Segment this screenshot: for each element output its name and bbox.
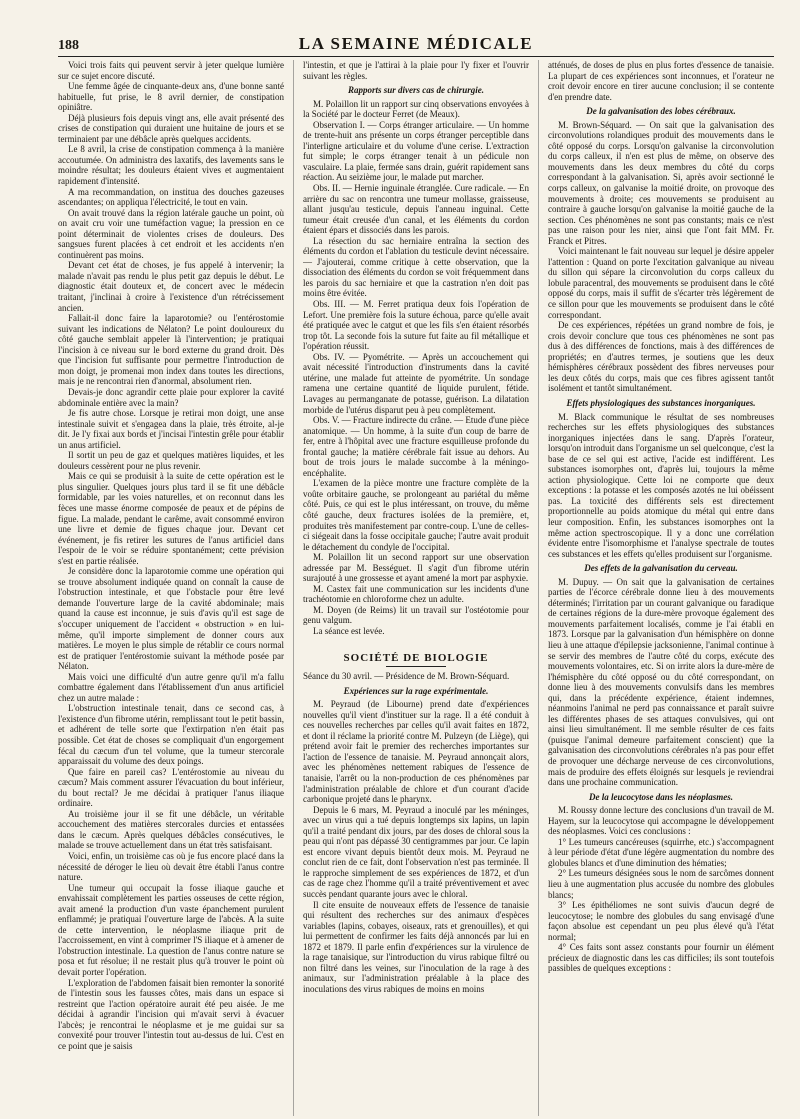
paragraph: M. Black communique le résultat de ses nombreuses recherches sur les effets physiologiques des substances inorganiques injectées dans le sang. D'après l'orateur, lorsqu'on introduit dans l'organisme un sel quelconque, c'est la base de ce sel qui est active, l'acide est indifférent. Les substances isomorphes ont, d'après lui, toujours la même action physiologique. Cette loi ne comporte que deux exceptions : la potasse et les composés azotés ne lui obéissent pas. La toxicité des différents sels est directement proportionnelle au poids atomique du métal qui entre dans leur composition. Enfin, les substances isomorphes ont la même action spectroscopique. Il y a donc une corrélation évidente entre l'isomorphisme et l'analyse spectrale de toutes ces substances et les effets qu'elles produisent sur l'organisme. [548, 411, 774, 559]
paragraph: Obs. IV. — Pyométrite. — Après un accouchement qui avait nécessité l'introduction d'instruments dans la cavité utérine, une malade fut atteinte de pyométrite. Un sondage ramena une certaine quantité de liquide purulent, fétide. Lavages au permanganate de potasse, guérison. La dilatation morbide de l'utérus disparut peu à peu complètement. [303, 351, 529, 415]
paragraph: Que faire en pareil cas? L'entérostomie au niveau du cæcum? Mais comment assurer l'évacuation du bout inférieur, du bout rectal? Je me décidai à pratiquer l'anus iliaque ordinaire. [58, 766, 284, 809]
section-heading-cerveau: Des effets de la galvanisation du cerveau. [584, 563, 738, 574]
paragraph: 4° Ces faits sont assez constants pour fournir un élément précieux de diagnostic dans les cas difficiles; ils sont toutefois passibles de quelques exceptions : [548, 942, 774, 974]
paragraph: M. Doyen (de Reims) lit un travail sur l'ostéotomie pour genu valgum. [303, 604, 529, 626]
column-divider [293, 60, 294, 1116]
paragraph: Voici, enfin, un troisième cas où je fus encore placé dans la nécessité de déroger le lieu où devait être établi l'anus contre nature. [58, 851, 284, 883]
physiologiques-section [548, 412, 774, 560]
column-2-intro: l'intestin, et que je l'attirai à la plaie pour l'y fixer et l'ouvrir suivant les règles. [303, 60, 529, 81]
column-2 [303, 60, 529, 1116]
rapports-section [303, 99, 529, 637]
paragraph: La séance est levée. [313, 625, 385, 636]
paragraph: Depuis le 6 mars, M. Peyraud a inoculé par les méninges, avec un virus qui a tué depuis longtemps six lapins, un lapin qu'il a traité pendant dix jours, par des doses de chloral sous la peau qui n'ont pas dépassé 30 centigrammes par jour. Ce lapin est encore vivant depuis bientôt deux mois. M. Peyraud ne conclut rien de ce fait, dont l'observation n'est pas terminée. Il le rapproche simplement de ses expériences de 1872, et d'un cas de rage chez l'homme qu'il a traité préventivement et avec succès pendant quarante jours avec le chloral. [303, 804, 529, 900]
paragraph: Il cite ensuite de nouveaux effets de l'essence de tanaisie qui résultent des recherches sur des animaux d'espèces variables (lapins, cobayes, oiseaux, rats et grenouilles), et qui lui permettent de confirmer les faits déjà annoncés par lui en 1872 et 1879. Il parle enfin d'expériences sur la virulence de la rage tanaisique, sur l'introduction du virus rabique filtré ou non filtré dans les veines, sur l'inoculation de la rage à des animaux, sur l'administration préalable à la place des inoculations des virus rabiques de moins en moins [303, 899, 529, 994]
section-heading-galvanisation: De la galvanisation des lobes cérébraux. [586, 106, 736, 117]
column-1 [58, 60, 284, 1116]
cerveau-section [548, 577, 774, 788]
paragraph: Le 8 avril, la crise de constipation commença à la manière accoutumée. On administra des laxatifs, des lavements sans le moindre résultat; les douleurs étaient vives et augmentaient rapidement d'intensité. [58, 144, 284, 187]
society-session: Séance du 30 avril. — Présidence de M. Brown-Séquard. [303, 671, 510, 682]
paragraph: Voici trois faits qui peuvent servir à jeter quelque lumière sur ce sujet encore discuté. [58, 60, 284, 81]
paragraph: A ma recommandation, on institua des douches gazeuses ascendantes; on appliqua l'électricité, le tout en vain. [58, 186, 284, 208]
paragraph: Devais-je donc agrandir cette plaie pour explorer la cavité abdominale entière avec la main? [58, 386, 284, 408]
journal-title: LA SEMAINE MÉDICALE [298, 34, 534, 53]
paragraph: Obs. III. — M. Ferret pratiqua deux fois l'opération de Lefort. Une première fois la suture échoua, parce qu'elle avait été pratiquée avec le catgut et que les fils s'en étaient résorbés trop tôt. La seconde fois la suture fut faite au fil métallique et l'opération réussit. [303, 299, 529, 352]
section-heading-physiologiques: Effets physiologiques des substances inorganiques. [566, 397, 756, 408]
paragraph: Obs. V. — Fracture indirecte du crâne. — Etude d'une pièce anatomique. — Un homme, à la suite d'un coup de barre de fer, entre à l'hôpital avec une fracture esquilleuse profonde du frontal gauche; la matière cérébrale fait issue au dehors. Au bout de trois jours le malade succombe à la méningo-encéphalite. [303, 415, 529, 478]
leucocytose-section [548, 805, 774, 974]
paragraph: Une femme âgée de cinquante-deux ans, d'une bonne santé habituelle, fut prise, le 8 avril dernier, de constipation opiniâtre. [58, 81, 284, 113]
section-heading-rage: Expériences sur la rage expérimentale. [343, 685, 489, 696]
paragraph: M. Dupuy. — On sait que la galvanisation de certaines parties de l'écorce cérébrale donne lieu à des mouvements déterminés; l'irritation par un courant galvanique ou faradique de certaines régions de la dure-mère provoque également des mouvements parfaitement localisés, comme je l'ai établi en 1873. Lorsque par la galvanisation d'un hémisphère on donne lieu à une attaque d'épilepsie jacksonienne, l'animal continue à se servir des membres de l'autre côté du corps, exécute des mouvements volontaires, etc. Si on irrite alors la dure-mère de l'hémisphère du côté opposé ou du côté correspondant, on donne lieu à des mouvements convulsifs dans les membres qui, dans la précédente expérience, étaient indemnes, néanmoins l'animal ne perd pas connaissance et paraît suivre les différentes phases de ses attaques convulsives, qui ont ainsi lieu simultanément. Il me semble résulter de ces faits (puisque l'animal demeure parfaitement conscient) que la galvanisation des circonvolutions cérébrales n'a pas pour effet de provoquer une décharge nerveuse de ces circonvolutions, mais de produire des effets éloignés sur lesquels je reviendrai dans une prochaine communication. [548, 576, 774, 788]
paragraph: Mais voici une difficulté d'un autre genre qu'il m'a fallu combattre également dans l'établissement d'un anus artificiel chez un autre malade : [58, 671, 284, 703]
section-heading-rapports: Rapports sur divers cas de chirurgie. [347, 85, 484, 96]
paragraph: Voici maintenant le fait nouveau sur lequel je désire appeler l'attention : Quand on porte l'excitation galvanique au niveau du sillon qui sépare la circonvolution du corps calleux du lobule paracentral, des mouvements se produisent dans le côté opposé du corps, mais il suffit de s'écarter très légèrement de ce sillon pour que les mouvements se produisent dans le côté correspondant. [548, 246, 774, 320]
paragraph: M. Peyraud (de Libourne) prend date d'expériences nouvelles qu'il vient d'instituer sur la rage. Il a été conduit à ces nouvelles recherches par celles qu'il avait faites en 1872, et dont il réclame la priorité contre M. Pulzeyn (de Liège), qui prétend avoir fait le premier des recherches importantes sur l'action de l'essence de tanaisie. M. Peyraud annonçait alors, avec les phénomènes nettement rabiques de l'essence de tanaisie, l'arrêt ou la non-production de ces phénomènes par l'administration préalable de chlore et d'un courant d'acide carbonique projeté dans le pharynx. [303, 699, 529, 805]
column-3-intro: atténués, de doses de plus en plus fortes d'essence de tanaisie. La plupart de ces expériences sont inconnues, et l'orateur ne croit devoir encore en tirer aucune conclusion; il se contente d'en prendre date. [548, 60, 774, 102]
paragraph: De ces expériences, répétées un grand nombre de fois, je crois devoir conclure que tous ces phénomènes ne sont pas dus à des différences de fonctions, mais à des différences de propriétés; en d'autres termes, je soutiens que les deux hémisphères cérébraux possèdent des fibres nerveuses pour les deux côtés du corps, mais que ces fibres agissent tantôt isolément et tantôt simultanément. [548, 320, 774, 394]
rage-section [303, 699, 529, 994]
paragraph: M. Polaillon lit un rapport sur cinq observations envoyées à la Société par le docteur Ferret (de Meaux). [303, 98, 529, 120]
running-header [58, 34, 774, 57]
paragraph: 1° Les tumeurs cancéreuses (squirrhe, etc.) s'accompagnent à leur période d'état d'une légère augmentation du nombre des globules blancs et d'une diminution des hématies; [548, 836, 774, 868]
paragraph: Fallait-il donc faire la laparotomie? ou l'entérostomie suivant les indications de Nélaton? Le point douloureux du côté gauche semblait appeler là l'intervention; je pratiquai l'incision à ce niveau sur le bord externe du grand droit. Dès que l'incision fut suffisante pour permettre l'introduction de mon doigt, je promenai mon index dans toutes les directions, mais je ne rencontrai rien d'anormal, absolument rien. [58, 313, 284, 387]
text-columns [58, 60, 774, 1116]
paragraph: Observation I. — Corps étranger articulaire. — Un homme de trente-huit ans présente un corps étranger perceptible dans l'interligne articulaire et du volume d'une cerise. L'extraction fut simple; le corps étranger tenait à un pédicule non vasculaire. La plaie, fermée sans drain, guérit rapidement sans réaction. Au seizième jour, le malade put marcher. [303, 119, 529, 183]
paragraph: Devant cet état de choses, je fus appelé à intervenir; la malade n'avait pas rendu le plus petit gaz depuis le début. Le diagnostic était douteux et, de concert avec le médecin traitant, j'inclinai à croire à l'existence d'un rétrécissement ancien. [58, 260, 284, 313]
paragraph: La résection du sac herniaire entraîna la section des éléments du cordon et l'ablation du testicule devint nécessaire. — J'ajouterai, comme critique à cette observation, que la dissociation des éléments du cordon se voit fréquemment dans les parois du sac herniaire et que la castration n'en doit pas moins être évitée. [303, 235, 529, 299]
society-title: SOCIÉTÉ DE BIOLOGIE [343, 651, 489, 664]
paragraph: Je fis autre chose. Lorsque je retirai mon doigt, une anse intestinale suivit et s'engagea dans la plaie, très étroite, al-je dit. Je l'y fixai aux bords et j'incisai l'intestin grêle pour établir un anus artificiel. [58, 408, 284, 450]
page-number: 188 [58, 38, 79, 53]
paragraph: M. Roussy donne lecture des conclusions d'un travail de M. Hayem, sur la leucocytose qui accompagne le développement des néoplasmes. Voici ces conclusions : [548, 805, 774, 837]
paragraph: L'examen de la pièce montre une fracture complète de la voûte orbitaire gauche, se prolongeant au pariétal du même côté. Puis, ce qui est le plus intéressant, on trouve, du même côté gauche, deux fractures isolées de la première, et, produites très manifestement par contre-coup. L'une de celles-ci siégeait dans la fosse occipitale gauche; l'autre avait produit le détachement du condyle de l'occipital. [303, 478, 529, 552]
section-heading-leucocytose: De la leucocytose dans les néoplasmes. [589, 791, 733, 802]
paragraph: Déjà plusieurs fois depuis vingt ans, elle avait présenté des crises de constipation qui duraient une huitaine de jours et se terminaient par une débâcle après quelques accidents. [58, 112, 284, 144]
paragraph: L'exploration de l'abdomen faisait bien remonter la sonorité de l'intestin sous les fausses côtes, mais dans un espace si restreint que l'action opératoire aurait été peu aisée. Je me décidai à agrandir l'incision qui m'avait servi à évacuer l'abcès; je rencontrai le néoplasme et je me guidai sur sa convexité pour trouver l'intestin tout au-dessus de lui. C'est en ce point que je saisis [58, 977, 284, 1051]
paragraph: 3° Les épithéliomes ne sont suivis d'aucun degré de leucocytose; le nombre des globules du sang envisagé d'une façon absolue est cependant un peu plus élevé qu'à l'état normal; [548, 900, 774, 942]
paragraph: Je considère donc la laparotomie comme une opération qui se trouve absolument indiquée quand on connaît la cause de l'obstruction intestinale, et que l'obstacle pour être levé demande l'ouverture large de la cavité abdominale; mais quand la cause est inconnue, je suis d'avis qu'il est sage de s'occuper uniquement de l'accident « obstruction » en lui-même, qu'il importe simplement de donner cours aux matières. Le moyen le plus simple de rétablir ce cours normal est de pratiquer l'entérostomie suivant la méthode posée par Nélaton. [58, 566, 284, 672]
galvanisation-section [548, 120, 774, 394]
society-rule [386, 666, 446, 667]
paragraph: M. Castex fait une communication sur les incidents d'une trachéotomie en chloroforme chez un adulte. [303, 583, 529, 605]
column-3 [548, 60, 774, 1116]
paragraph: M. Polaillon lit un second rapport sur une observation adressée par M. Bességuet. Il s'agit d'un fibrome utérin surajouté à une grossesse et ayant amené la mort par asphyxie. [303, 552, 529, 584]
paragraph: 2° Les tumeurs désignées sous le nom de sarcômes donnent lieu à une augmentation plus accusée du nombre des globules blancs; [548, 868, 774, 900]
paragraph: Une tumeur qui occupait la fosse iliaque gauche et envahissait complètement les parties osseuses de cette région, avait amené la production d'un vaste épanchement purulent enflammé; je pratiquai l'ouverture large de l'abcès. A la suite de cette intervention, le néoplasme iliaque prit de l'accroissement, en vint à comprimer l'S iliaque et à amener de l'obstruction intestinale. La question de l'anus contre nature se posa et fut résolue; il ne restait plus qu'à trouver le point où devait porter l'opération. [58, 882, 284, 978]
column-divider [538, 60, 539, 1116]
paragraph: Il sortit un peu de gaz et quelques matières liquides, et les douleurs cessèrent pour ne plus revenir. [58, 450, 284, 471]
paragraph: L'obstruction intestinale tenait, dans ce second cas, à l'existence d'un fibrome utérin, remplissant tout le petit bassin, et adhérent de telle sorte que l'extirpation n'en était pas possible. Cet état de choses se compliquait d'un engorgement fécal du cæcum d'un tel volume, que la tumeur stercorale apparaissait du volume des deux poings. [58, 703, 284, 767]
paragraph: On avait trouvé dans la région latérale gauche un point, où on avait cru voir une tuméfaction vague; la pression en ce point déterminait de violentes crises de douleurs. Des sangsues furent placées à cet endroit et les accidents n'en continuèrent pas moins. [58, 207, 284, 260]
paragraph: Obs. II. — Hernie inguinale étranglée. Cure radicale. — En arrière du sac on rencontra une tumeur mollasse, graisseuse, allant jusqu'au testicule, depuis l'anneau inguinal. Cette tumeur était creusée d'un canal, et les éléments du cordon étaient épars et dissociés dans les parois. [303, 183, 529, 236]
paragraph: Au troisième jour il se fit une débâcle, un véritable accouchement des matières stercorales durcies et entassées dans le cæcum. Après quelques débâcles consécutives, le malade se trouve actuellement dans un état très satisfaisant. [58, 808, 284, 851]
paragraph: Mais ce qui se produisit à la suite de cette opération est le plus singulier. Quelques jours plus tard il se fit une débâcle formidable, par les voies naturelles, et on reconnut dans les fèces une masse énorme composée de peaux et de pépins de figue. La malade, pendant le carême, avait consommé environ une livre et demie de figues chaque jour. Devant cet événement, je fis retirer les sutures de l'anus artificiel dans l'espoir de le voir se réduire spontanément; cette prévision s'est en partie réalisée. [58, 471, 284, 566]
paragraph: M. Brown-Séquard. — On sait que la galvanisation des circonvolutions rolandiques produit des mouvements dans le côté opposé du corps. Lorsqu'on galvanise la circonvolution du corps calleux, il n'en est plus de même, on observe des mouvements dans les deux membres du côté du corps correspondant à la galvanisation. Si, après avoir sectionné le corps calleux, on galvanise la moitié droite, on provoque des mouvements à droite; ces mouvements se produisent au contraire à gauche lorsqu'on galvanise la moitié gauche de la section. Ces phénomènes ne sont pas constants; mais ce n'est pas une raison pour les nier, ainsi que l'ont fait MM. Fr. Franck et Pitres. [548, 119, 774, 246]
